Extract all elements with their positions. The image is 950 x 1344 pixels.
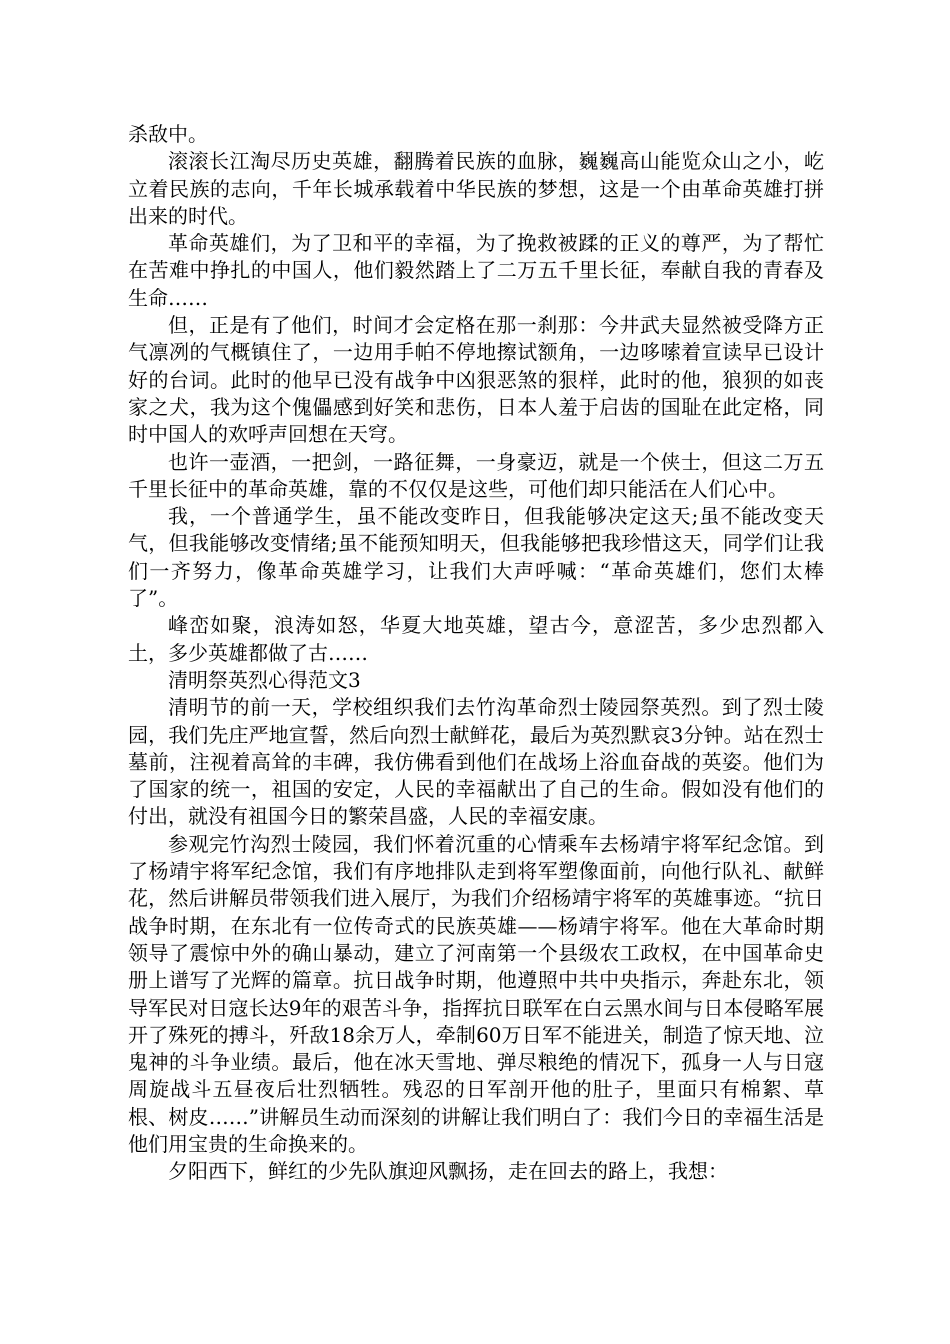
paragraph: 革命英雄们，为了卫和平的幸福，为了挽救被蹂的正义的尊严，为了帮忙在苦难中挣扎的中国人，他们毅然踏上了二万五千里长征，奉献自我的青春及生命…… (128, 231, 824, 310)
paragraph: 峰峦如聚，浪涛如怒，华夏大地英雄，望古今，意涩苦，多少忠烈都入土，多少英雄都做了古…… (128, 613, 824, 665)
paragraph: 但，正是有了他们，时间才会定格在那一刹那：今井武夫显然被受降方正气凛冽的气概镇住了，一边用手帕不停地擦试额角，一边哆嗦着宣读早已设计好的台词。此时的他早已没有战争中凶狠恶煞的狠样，此时的他，狼狈的如丧家之犬，我为这个傀儡感到好笑和悲伤，日本人羞于启齿的国耻在此定格，同时中国人的欢呼声回想在天穹。 (128, 313, 824, 447)
paragraph: 杀敌中。 (128, 122, 208, 146)
paragraph: 夕阳西下，鲜红的少先队旗迎风飘扬，走在回去的路上，我想： (168, 1159, 728, 1184)
paragraph: 滚滚长江淘尽历史英雄，翻腾着民族的血脉，巍巍高山能览众山之小，屹立着民族的志向，千年长城承载着中华民族的梦想，这是一个由革命英雄打拼出来的时代。 (128, 149, 824, 228)
paragraph: 我，一个普通学生，虽不能改变昨日，但我能够决定这天;虽不能改变天气，但我能够改变情绪;虽不能预知明天，但我能够把我珍惜这天，同学们让我们一齐努力，像革命英雄学习，让我们大声呼喊：“革命英雄们，您们太棒了”。 (128, 504, 824, 611)
document-body (128, 121, 824, 1186)
paragraph: 清明节的前一天，学校组织我们去竹沟革命烈士陵园祭英烈。到了烈士陵园，我们先庄严地宣誓，然后向烈士献鲜花，最后为英烈默哀3分钟。站在烈士墓前，注视着高耸的丰碑，我仿佛看到他们在战场上浴血奋战的英姿。他们为了国家的统一，祖国的安定，人民的幸福献出了自己的生命。假如没有他们的付出，就没有祖国今日的繁荣昌盛，人民的幸福安康。 (128, 695, 824, 829)
paragraph: 也许一壶酒，一把剑，一路征舞，一身豪迈，就是一个侠士，但这二万五千里长征中的革命英雄，靠的不仅仅是这些，可他们却只能活在人们心中。 (128, 449, 824, 501)
paragraph: 参观完竹沟烈士陵园，我们怀着沉重的心情乘车去杨靖宇将军纪念馆。到了杨靖宇将军纪念馆，我们有序地排队走到将军塑像面前，向他行队礼、献鲜花，然后讲解员带领我们进入展厅，为我们介绍杨靖宇将军的英雄事迹。“抗日战争时期，在东北有一位传奇式的民族英雄——杨靖宇将军。他在大革命时期领导了震惊中外的确山暴动，建立了河南第一个县级农工政权，在中国革命史册上谱写了光辉的篇章。抗日战争时期，他遵照中共中央指示，奔赴东北，领导军民对日寇长达9年的艰苦斗争，指挥抗日联军在白云黑水间与日本侵略军展开了殊死的搏斗，歼敌18余万人，牵制60万日军不能进关，制造了惊天地、泣鬼神的斗争业绩。最后，他在冰天雪地、弹尽粮绝的情况下，孤身一人与日寇周旋战斗五昼夜后壮烈牺牲。残忍的日军剖开他的肚子，里面只有棉絮、草根、树皮……”讲解员生动而深刻的讲解让我们明白了：我们今日的幸福生活是他们用宝贵的生命换来的。 (128, 831, 824, 1156)
section-heading: 清明祭英烈心得范文3 (168, 667, 361, 692)
